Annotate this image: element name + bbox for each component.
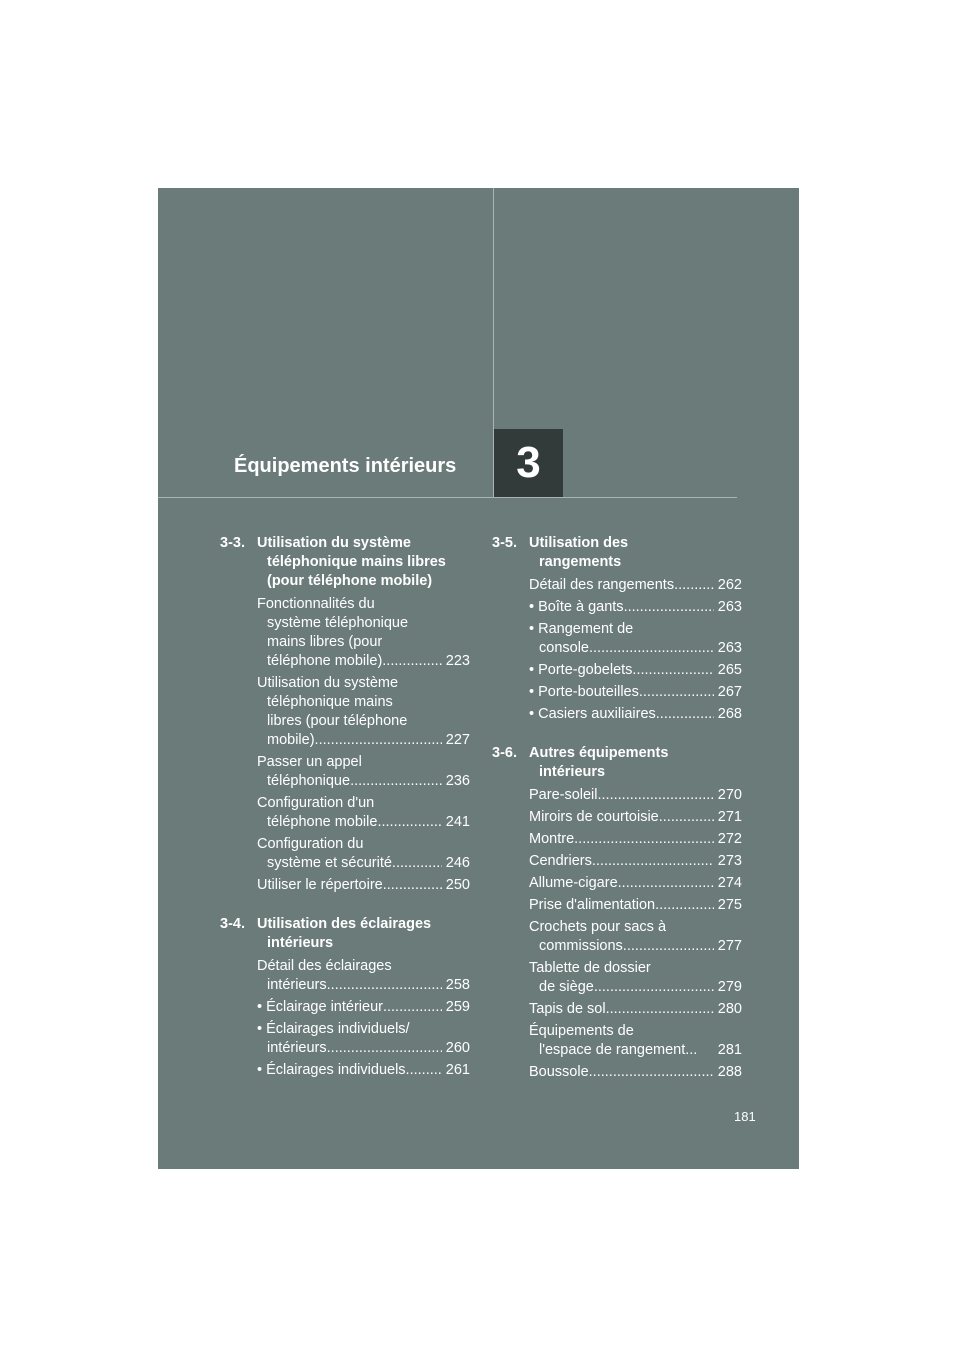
toc-entry[interactable]: [257, 876, 470, 895]
dot-leader: [589, 1063, 714, 1082]
toc-entry-text: Utiliser le répertoire: [257, 877, 383, 893]
toc-page-number: 280: [717, 1001, 742, 1017]
toc-entry-text: Prise d'alimentation: [529, 897, 656, 913]
toc-entry-text: Miroirs de courtoisie: [529, 809, 659, 825]
dot-leader: [589, 639, 714, 658]
toc-page-number: 258: [445, 977, 470, 993]
toc-entry[interactable]: [257, 794, 470, 832]
toc-entry-last-line: [257, 1039, 470, 1058]
toc-entry[interactable]: [529, 1063, 742, 1082]
toc-entry-text: Boussole: [529, 1064, 589, 1080]
toc-entry-line: Tablette de dossier: [529, 960, 651, 976]
toc-entry-text: commissions: [539, 938, 623, 954]
toc-entry[interactable]: [529, 830, 742, 849]
toc-entry-last-line: [529, 705, 742, 724]
toc-entry-last-line: [257, 876, 470, 895]
toc-entry[interactable]: [529, 620, 742, 658]
toc-entry-text: • Boîte à gants: [529, 599, 624, 615]
toc-entry[interactable]: [529, 959, 742, 997]
toc-entry-text: console: [539, 640, 589, 656]
toc-section: [492, 744, 742, 1082]
dot-leader: [659, 808, 714, 827]
toc-entry-line: Passer un appel: [257, 754, 362, 770]
dot-leader: [382, 652, 442, 671]
toc-entry-text: Détail des rangements: [529, 577, 675, 593]
toc-entry-text: Allume-cigare: [529, 875, 618, 891]
toc-entry[interactable]: [529, 896, 742, 915]
toc-entry[interactable]: [529, 808, 742, 827]
toc-entry[interactable]: [529, 661, 742, 680]
toc-entry-text: • Porte-bouteilles: [529, 684, 639, 700]
section-heading: [220, 915, 470, 953]
toc-entry-last-line: [257, 976, 470, 995]
toc-entry[interactable]: [529, 705, 742, 724]
dot-leader: [674, 576, 714, 595]
toc-entry[interactable]: [529, 1022, 742, 1060]
toc-entry-line: Configuration d'un: [257, 795, 375, 811]
toc-page-number: 236: [445, 773, 470, 789]
dot-leader: [606, 1000, 714, 1019]
toc-page-number: 263: [717, 599, 742, 615]
toc-entry[interactable]: [257, 753, 470, 791]
toc-page-number: 259: [445, 999, 470, 1015]
toc-entry[interactable]: [529, 852, 742, 871]
dot-leader: [594, 978, 714, 997]
toc-page-number: 281: [717, 1042, 742, 1058]
toc-entry[interactable]: [529, 683, 742, 702]
toc-entry-last-line: [529, 808, 742, 827]
section-number: 3-5.: [492, 535, 517, 551]
toc-page-number: 270: [717, 787, 742, 803]
toc-entry-line: Fonctionnalités du: [257, 596, 375, 612]
toc-section: [492, 534, 742, 724]
section-title-line: Autres équipements: [529, 745, 669, 761]
dot-leader: [656, 705, 714, 724]
dot-leader: [327, 976, 442, 995]
toc-left-column: [220, 534, 470, 1100]
toc-entry[interactable]: [257, 674, 470, 750]
toc-entry-text: téléphone mobile): [267, 653, 383, 669]
toc-entry-last-line: [529, 786, 742, 805]
toc-entry-last-line: [257, 998, 470, 1017]
toc-page-number: 272: [717, 831, 742, 847]
toc-entry[interactable]: [257, 835, 470, 873]
toc-page-number: 273: [717, 853, 742, 869]
toc-page-number: 274: [717, 875, 742, 891]
toc-entry-last-line: [529, 576, 742, 595]
toc-page-number: 271: [717, 809, 742, 825]
dot-leader: [574, 830, 714, 849]
dot-leader: [315, 731, 442, 750]
toc-entry-text: système et sécurité: [267, 855, 392, 871]
dot-leader: [377, 813, 441, 832]
toc-page-number: 275: [717, 897, 742, 913]
toc-entry[interactable]: [529, 874, 742, 893]
toc-entry-last-line: [257, 652, 470, 671]
toc-entry-last-line: [529, 874, 742, 893]
dot-leader: [383, 876, 442, 895]
toc-entry-text: intérieurs: [267, 1040, 327, 1056]
toc-entry-last-line: [529, 639, 742, 658]
section-title-line: Utilisation des éclairages: [257, 916, 432, 932]
dot-leader: [592, 852, 714, 871]
dot-leader: [639, 683, 714, 702]
section-heading: [492, 534, 742, 572]
toc-page-number: 261: [445, 1062, 470, 1078]
toc-entry-last-line: [529, 896, 742, 915]
toc-entry-text: Pare-soleil: [529, 787, 598, 803]
chapter-number-box: [494, 429, 563, 497]
toc-page-number: 260: [445, 1040, 470, 1056]
chapter-panel: [158, 188, 799, 1169]
section-title-line: rangements: [539, 554, 622, 570]
toc-entry[interactable]: [529, 786, 742, 805]
toc-entry-last-line: [529, 1063, 742, 1082]
page-number: 181: [734, 1109, 756, 1124]
toc-entry-last-line: [529, 937, 742, 956]
section-number: 3-4.: [220, 916, 245, 932]
toc-page-number: 265: [717, 662, 742, 678]
section-title-line: intérieurs: [539, 764, 606, 780]
section-title-line: Utilisation des: [529, 535, 629, 551]
toc-entry-last-line: [529, 683, 742, 702]
toc-entry-text: Tapis de sol: [529, 1001, 606, 1017]
toc-entry-text: de siège: [539, 979, 594, 995]
section-title-line: intérieurs: [267, 935, 334, 951]
toc-entry-last-line: [529, 661, 742, 680]
dot-leader: [624, 598, 714, 617]
dot-leader: [623, 937, 714, 956]
toc-entry-text: • Casiers auxiliaires: [529, 706, 656, 722]
toc-entry-line: système téléphonique: [267, 615, 409, 631]
toc-page-number: 268: [717, 706, 742, 722]
toc-entry[interactable]: [257, 1020, 470, 1058]
toc-page-number: 288: [717, 1064, 742, 1080]
toc-entry-line: mains libres (pour: [267, 634, 383, 650]
toc-entry[interactable]: [257, 957, 470, 995]
toc-entry[interactable]: [529, 918, 742, 956]
toc-page-number: 250: [445, 877, 470, 893]
dot-leader: [392, 854, 442, 873]
toc-entry-last-line: [529, 830, 742, 849]
toc-entry-line: téléphonique mains: [267, 694, 393, 710]
toc-entry-text: téléphonique: [267, 773, 351, 789]
toc-entry-line: • Éclairages individuels/: [257, 1021, 410, 1037]
chapter-number: 3: [516, 438, 541, 487]
toc-page-number: 262: [717, 577, 742, 593]
section-title-line: Utilisation du système: [257, 535, 411, 551]
section-number: 3-3.: [220, 535, 245, 551]
toc-entry-text: Montre: [529, 831, 575, 847]
toc-entry-last-line: [257, 731, 470, 750]
toc-entry-line: libres (pour téléphone: [267, 713, 408, 729]
toc-entry-text: • Éclairages individuels: [257, 1062, 406, 1078]
toc-entry[interactable]: [529, 576, 742, 595]
toc-entry-text: l'espace de rangement...: [539, 1042, 698, 1058]
toc-entry-last-line: [257, 854, 470, 873]
toc-entry-text: • Éclairage intérieur: [257, 999, 383, 1015]
toc-entry[interactable]: [529, 598, 742, 617]
toc-entry[interactable]: [257, 1061, 470, 1080]
toc-page-number: 241: [445, 814, 470, 830]
toc-entry-text: Cendriers: [529, 853, 592, 869]
divider-horizontal: [158, 497, 737, 498]
dot-leader: [327, 1039, 442, 1058]
toc-entry-last-line: [529, 598, 742, 617]
toc-entry[interactable]: [529, 1000, 742, 1019]
toc-page-number: 277: [717, 938, 742, 954]
toc-section: [220, 534, 470, 895]
toc-entry-text: téléphone mobile: [267, 814, 378, 830]
toc-entry-line: Détail des éclairages: [257, 958, 392, 974]
dot-leader: [632, 661, 713, 680]
toc-entry-last-line: [529, 1041, 742, 1060]
dot-leader: [350, 772, 442, 791]
toc-entry-last-line: [529, 978, 742, 997]
toc-entry-last-line: [257, 813, 470, 832]
dot-leader: [655, 896, 714, 915]
toc-entry[interactable]: [257, 998, 470, 1017]
toc-right-column: [492, 534, 742, 1102]
dot-leader: [406, 1061, 442, 1080]
dot-leader: [383, 998, 442, 1017]
toc-page-number: 263: [717, 640, 742, 656]
section-title-line: téléphonique mains libres: [267, 554, 446, 570]
dot-leader: [697, 1041, 713, 1060]
toc-entry-line: Équipements de: [529, 1023, 634, 1039]
toc-entry-line: Configuration du: [257, 836, 364, 852]
toc-entry-line: • Rangement de: [529, 621, 634, 637]
toc-page-number: 267: [717, 684, 742, 700]
section-heading: [492, 744, 742, 782]
chapter-title: Équipements intérieurs: [234, 455, 457, 477]
toc-entry-text: • Porte-gobelets: [529, 662, 633, 678]
dot-leader: [598, 786, 714, 805]
toc-entry-last-line: [529, 852, 742, 871]
section-number: 3-6.: [492, 745, 517, 761]
toc-entry-line: Crochets pour sacs à: [529, 919, 667, 935]
toc-page-number: 246: [445, 855, 470, 871]
toc-entry[interactable]: [257, 595, 470, 671]
section-heading: [220, 534, 470, 591]
toc-page-number: 227: [445, 732, 470, 748]
toc-entry-line: Utilisation du système: [257, 675, 399, 691]
toc-section: [220, 915, 470, 1080]
dot-leader: [618, 874, 714, 893]
toc-entry-text: intérieurs: [267, 977, 327, 993]
toc-entry-last-line: [257, 772, 470, 791]
toc-entry-last-line: [257, 1061, 470, 1080]
toc-entry-text: mobile): [267, 732, 315, 748]
section-title-line: (pour téléphone mobile): [267, 573, 433, 589]
toc-page-number: 279: [717, 979, 742, 995]
toc-page-number: 223: [445, 653, 470, 669]
toc-entry-last-line: [529, 1000, 742, 1019]
